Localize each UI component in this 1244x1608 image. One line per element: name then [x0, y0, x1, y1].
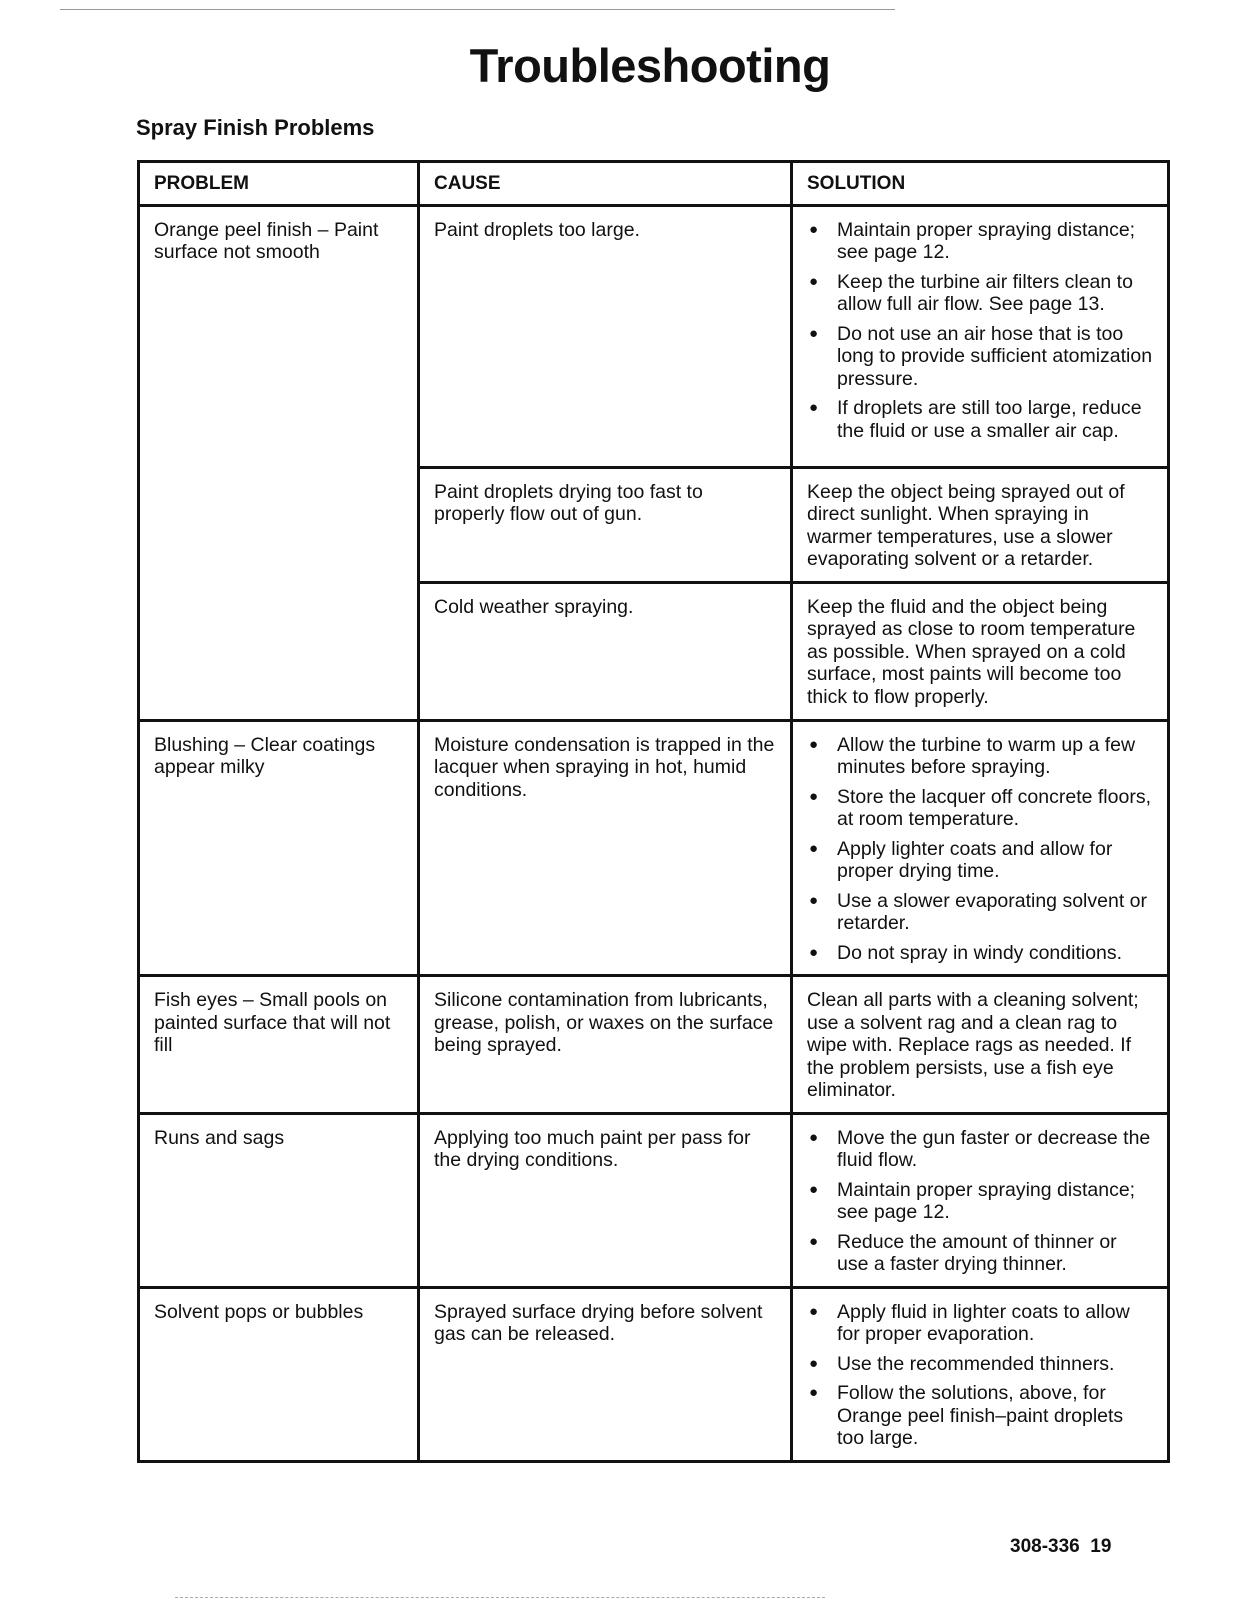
cause-cell: Paint droplets drying too fast to properly flow out of gun. [419, 467, 792, 582]
cause-cell: Applying too much paint per pass for the drying conditions. [419, 1113, 792, 1287]
problem-cell: Orange peel finish – Paint surface not smooth [139, 205, 419, 720]
list-item: ● Keep the turbine air filters clean to allow full air flow. See page 13. [807, 271, 1153, 316]
list-item: ● Apply fluid in lighter coats to allow for proper evaporation. [807, 1301, 1153, 1346]
problem-cell: Blushing – Clear coatings appear milky [139, 720, 419, 976]
list-item: ● Move the gun faster or decrease the fluid flow. [807, 1127, 1153, 1172]
list-item: ● Store the lacquer off concrete floors, at room temperature. [807, 786, 1153, 831]
list-item: ● Apply lighter coats and allow for proper drying time. [807, 838, 1153, 883]
solution-list [807, 734, 1153, 965]
solution-list [807, 219, 1153, 443]
header-solution: SOLUTION [792, 162, 1169, 206]
list-item: ● If droplets are still too large, reduce the fluid or use a smaller air cap. [807, 397, 1153, 442]
table-row [139, 976, 1169, 1114]
header-problem: PROBLEM [139, 162, 419, 206]
table-row [139, 1113, 1169, 1287]
header-row [139, 162, 1169, 206]
page-title: Troubleshooting [469, 39, 831, 92]
list-item: ● Follow the solutions, above, for Orange peel finish–paint droplets too large. [807, 1382, 1153, 1450]
solution-cell [792, 720, 1169, 976]
list-item: ● Use the recommended thinners. [807, 1353, 1153, 1376]
problem-cell: Runs and sags [139, 1113, 419, 1287]
cause-cell: Moisture condensation is trapped in the lacquer when spraying in hot, humid conditions. [419, 720, 792, 976]
troubleshooting-table [137, 160, 1170, 1463]
list-item: ● Reduce the amount of thinner or use a faster drying thinner. [807, 1231, 1153, 1276]
solution-cell [792, 205, 1169, 467]
cause-cell: Paint droplets too large. [419, 205, 792, 467]
top-rule [60, 9, 895, 10]
list-item: ● Maintain proper spraying distance; see page 12. [807, 219, 1153, 264]
solution-cell: Clean all parts with a cleaning solvent; use a solvent rag and a clean rag to wipe with. Replace rags as needed. If the problem persists, use a fish eye eliminator. [792, 976, 1169, 1114]
cause-cell: Sprayed surface drying before solvent gas can be released. [419, 1287, 792, 1461]
cause-cell: Silicone contamination from lubricants, grease, polish, or waxes on the surface being sprayed. [419, 976, 792, 1114]
list-item: ● Use a slower evaporating solvent or retarder. [807, 890, 1153, 935]
problem-cell: Solvent pops or bubbles [139, 1287, 419, 1461]
solution-cell [792, 1113, 1169, 1287]
solution-list [807, 1301, 1153, 1450]
list-item: ● Allow the turbine to warm up a few minutes before spraying. [807, 734, 1153, 779]
cause-cell: Cold weather spraying. [419, 582, 792, 720]
bottom-rule [175, 1597, 825, 1598]
solution-cell [792, 1287, 1169, 1461]
list-item: ● Maintain proper spraying distance; see page 12. [807, 1179, 1153, 1224]
list-item: ● Do not use an air hose that is too long to provide sufficient atomization pressure. [807, 323, 1153, 391]
section-title: Spray Finish Problems [136, 115, 375, 140]
solution-cell: Keep the fluid and the object being sprayed as close to room temperature as possible. When sprayed on a cold surface, most paints will become too thick to flow properly. [792, 582, 1169, 720]
problem-cell: Fish eyes – Small pools on painted surface that will not fill [139, 976, 419, 1114]
page-number: 308-336 19 [1010, 1536, 1112, 1557]
table-row [139, 205, 1169, 467]
solution-list [807, 1127, 1153, 1276]
solution-cell: Keep the object being sprayed out of direct sunlight. When spraying in warmer temperatures, use a slower evaporating solvent or a retarder. [792, 467, 1169, 582]
list-item: ● Do not spray in windy conditions. [807, 942, 1153, 965]
table-row [139, 1287, 1169, 1461]
header-cause: CAUSE [419, 162, 792, 206]
table-row [139, 720, 1169, 976]
